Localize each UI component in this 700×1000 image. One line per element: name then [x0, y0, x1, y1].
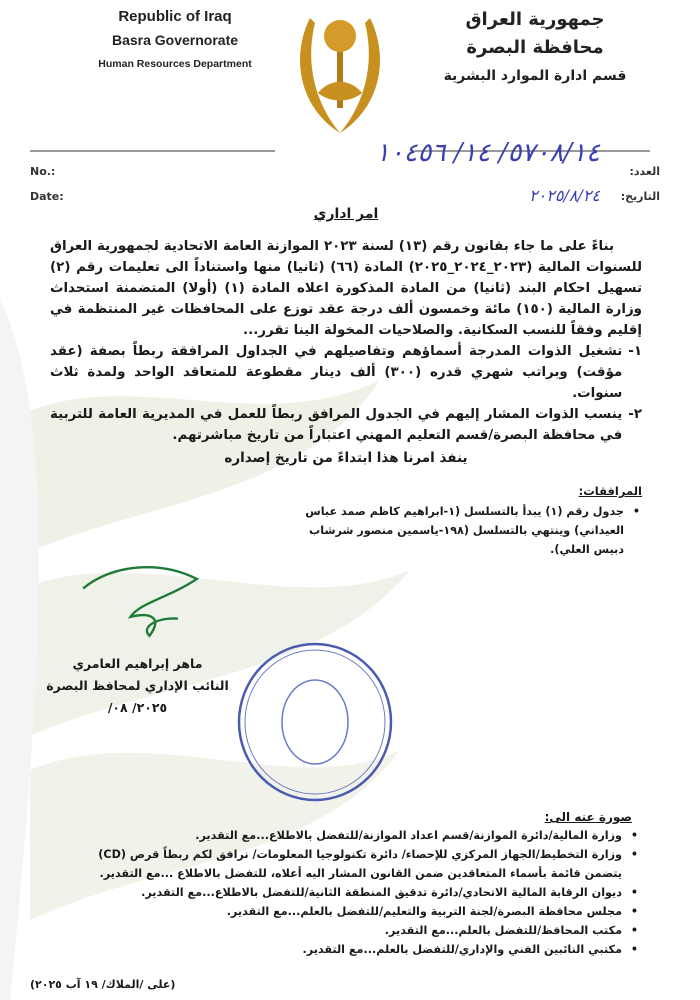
- closing-statement: ينفذ امرنا هذا ابتداءً من تاريخ إصداره: [224, 450, 468, 466]
- handwritten-document-number: ٥٧٠٨/١٤/ ١٤/ ١٠٤٥٦: [375, 138, 600, 168]
- attachments-heading: المرافقات:: [578, 484, 642, 498]
- official-stamp: [235, 640, 395, 805]
- item-number: ١-: [628, 344, 642, 359]
- cc-item: • وزارة المالية/دائرة الموازنة/قسم اعداد الموازنة/للتفضل بالاطلاع...مع التقدير.: [70, 826, 640, 845]
- header-ar-department: قسم ادارة الموارد البشرية: [443, 68, 627, 84]
- preamble-paragraph: [50, 236, 642, 341]
- iraq-emblem-logo: [290, 8, 390, 138]
- cc-item: • وزارة التخطيط/الجهاز المركزي للإحصاء/ دائرة تكنولوجيا المعلومات/ نرافق لكم ربطاً قرص (CD) يتضمن قائمة بأسماء المتعاقدين ضمن القانون المشار اليه أعلاه، للتفضل بالاطلاع ...مع التقدير.: [70, 845, 640, 883]
- header-en-country: Republic of Iraq: [118, 8, 232, 25]
- date-label-en: Date:: [30, 190, 64, 203]
- attachment-item: • جدول رقم (١) يبدأ بالتسلسل (١-ابراهيم كاظم صمد عباس العيداني) وينتهي بالتسلسل (١٩٨-ياسمين منصور شرشاب دبيس العلي).: [302, 502, 642, 559]
- footer-reference: (على /الملاك/ ١٩ آب ٢٠٢٥): [30, 978, 176, 991]
- cc-item: • ديوان الرقابة المالية الاتحادي/دائرة تدقيق المنطقة الثانية/للتفضل بالاطلاع...مع التقدير.: [70, 883, 640, 902]
- item-text: ينسب الذوات المشار إليهم في الجدول المرافق ربطاً للعمل في المديرية العامة للتربية في محافظة البصرة/قسم التعليم المهني اعتباراً من تاريخ مباشرتهم.: [50, 407, 623, 443]
- preamble-text: بناءً على ما جاء بقانون رقم (١٣) لسنة ٢٠٢٣ الموازنة العامة الاتحادية لجمهورية العراق للسنوات المالية (٢٠٢٣_٢٠٢٤_٢٠٢٥) المادة (٦٦) (ثانيا) منها واستناداً الى تعليمات رقم (٢) تسهيل احكام البند (ثانيا) من المادة المذكورة اعلاه المادة (١) (أولا) المتضمنة استحداث وزارة المالية (١٥٠) مائة وخمسون ألف درجة عقد توزع على المحافظات غير المنتظمة في إقليم وفقاً للنسب السكانية. والصلاحيات المخولة الينا تقرر...: [50, 239, 642, 338]
- order-item: [50, 341, 642, 404]
- signatory-name: ماهر إبراهيم العامري: [72, 656, 203, 671]
- header-ar-governorate: محافظة البصرة: [466, 37, 604, 58]
- number-label-en: No.:: [30, 165, 56, 178]
- cc-item: • مكتبي النائبين الفني والإداري/للتفضل بالعلم...مع التقدير.: [70, 940, 640, 959]
- signatory-date: ٢٠٢٥/ ٠٨/: [107, 700, 168, 715]
- number-label-ar: العدد:: [629, 165, 660, 178]
- order-item: [50, 404, 642, 446]
- cc-item: • مجلس محافظة البصرة/لجنة التربية والتعليم/للتفضل بالعلم...مع التقدير.: [70, 902, 640, 921]
- cc-item: • مكتب المحافظ/للتفضل بالعلم...مع التقدير.: [70, 921, 640, 940]
- signatory-title: النائب الإداري لمحافظ البصرة: [46, 678, 229, 693]
- handwritten-date: ٢٠٢٥/٨/٢٤: [529, 186, 600, 205]
- item-text: تشغيل الذوات المدرجة أسماؤهم وتفاصيلهم في الجداول المرافقة ربطاً بصفة (عقد مؤقت) وبراتب شهري قدره (٣٠٠) ألف دينار مقطوعة للمتعاقد الواحد ولمدة ثلاث سنوات.: [50, 344, 623, 401]
- document-title: امر اداري: [313, 206, 379, 222]
- header-rule-left: [30, 150, 275, 152]
- item-number: ٢-: [628, 407, 642, 422]
- date-label-ar: التاريخ:: [620, 190, 660, 203]
- signature: [70, 560, 210, 650]
- cc-heading: صورة عنه الى:: [544, 810, 632, 824]
- header-en-department: Human Resources Department: [98, 58, 252, 70]
- header-en-governorate: Basra Governorate: [111, 32, 239, 48]
- header-ar-country: جمهورية العراق: [465, 9, 605, 30]
